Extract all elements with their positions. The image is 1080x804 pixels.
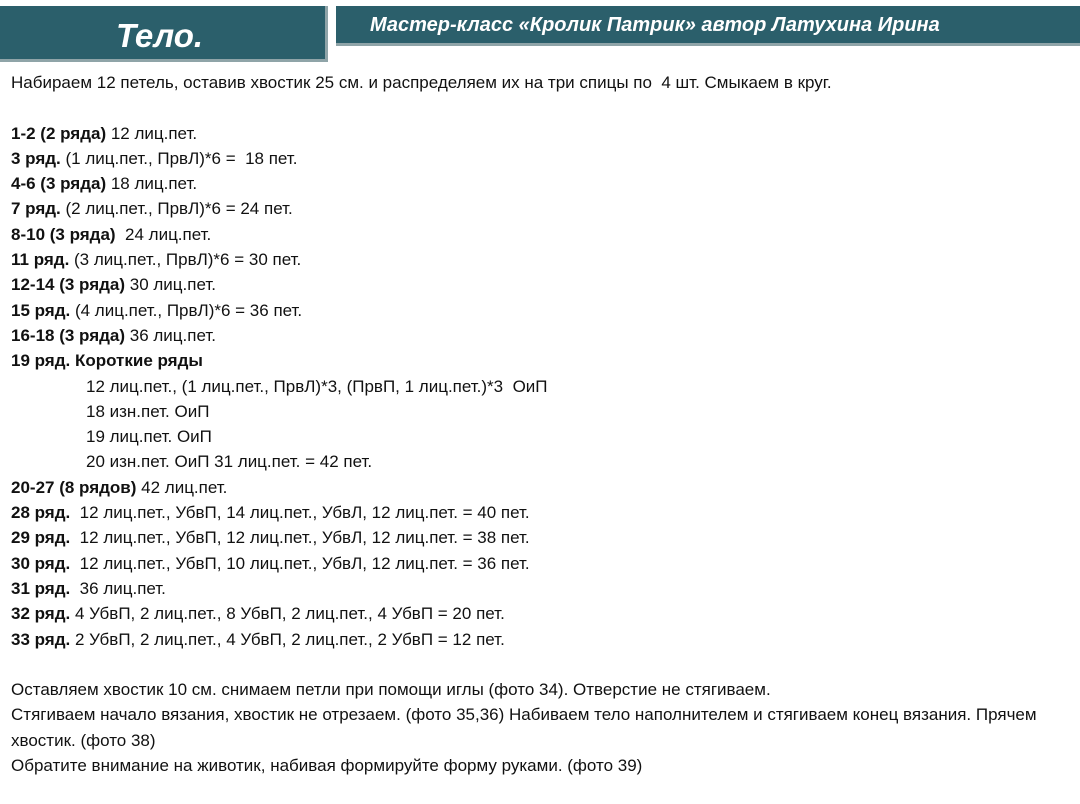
row-label: 29 ряд. xyxy=(11,528,71,548)
row-instruction xyxy=(11,348,1073,373)
header-banner xyxy=(336,6,1080,46)
row-instruction xyxy=(11,500,1073,525)
row-label: 19 ряд. Короткие ряды xyxy=(11,351,203,371)
row-text: 18 лиц.пет. xyxy=(106,174,198,194)
row-label: 15 ряд. xyxy=(11,300,71,320)
row-label: 20-27 (8 рядов) xyxy=(11,477,137,497)
row-instruction xyxy=(11,298,1073,323)
row-instruction xyxy=(11,576,1073,601)
intro-text: Набираем 12 петель, оставив хвостик 25 см. и распределяем их на три спицы по 4 шт. Смыкаем в круг. xyxy=(11,73,832,92)
row-label: 32 ряд. xyxy=(11,604,71,624)
row-label: 28 ряд. xyxy=(11,503,71,523)
row-text: (4 лиц.пет., ПрвЛ)*6 = 36 пет. xyxy=(70,300,303,320)
row-instruction xyxy=(11,196,1073,221)
row-instruction xyxy=(11,525,1073,550)
short-row-step: 19 лиц.пет. ОиП xyxy=(86,427,212,447)
row-text: 4 УбвП, 2 лиц.пет., 8 УбвП, 2 лиц.пет., 4 УбвП = 20 пет. xyxy=(70,604,505,624)
row-label: 7 ряд. xyxy=(11,199,61,219)
outro-paragraph: Обратите внимание на животик, набивая формируйте форму руками. (фото 39) xyxy=(11,756,643,776)
row-instruction xyxy=(11,146,1073,171)
short-row-step: 18 изн.пет. ОиП xyxy=(86,401,210,421)
row-text: 2 УбвП, 2 лиц.пет., 4 УбвП, 2 лиц.пет., 2 УбвП = 12 пет. xyxy=(70,629,505,649)
row-label: 30 ряд. xyxy=(11,553,71,573)
row-text: (2 лиц.пет., ПрвЛ)*6 = 24 пет. xyxy=(60,199,293,219)
header-title: Мастер-класс «Кролик Патрик» автор Латухина Ирина xyxy=(370,14,940,36)
row-text: 36 лиц.пет. xyxy=(125,325,216,345)
short-row-step: 12 лиц.пет., (1 лиц.пет., ПрвЛ)*3, (ПрвП, 1 лиц.пет.)*3 ОиП xyxy=(86,376,548,396)
row-text: 30 лиц.пет. xyxy=(125,275,216,295)
short-row-step: 20 изн.пет. ОиП 31 лиц.пет. = 42 пет. xyxy=(86,452,373,472)
section-title-banner xyxy=(0,6,328,62)
row-text: 12 лиц.пет., УбвП, 12 лиц.пет., УбвЛ, 12 лиц.пет. = 38 пет. xyxy=(70,528,530,548)
row-label: 12-14 (3 ряда) xyxy=(11,275,126,295)
row-label: 11 ряд. xyxy=(11,250,70,270)
row-label: 33 ряд. xyxy=(11,629,71,649)
row-instruction xyxy=(11,475,1073,500)
row-instruction xyxy=(11,222,1073,247)
row-instruction xyxy=(11,121,1073,146)
row-label: 8-10 (3 ряда) xyxy=(11,224,116,244)
row-label: 4-6 (3 ряда) xyxy=(11,174,107,194)
spacer xyxy=(11,95,1073,120)
row-text: (3 лиц.пет., ПрвЛ)*6 = 30 пет. xyxy=(69,250,302,270)
row-label: 3 ряд. xyxy=(11,148,61,168)
row-label: 1-2 (2 ряда) xyxy=(11,123,107,143)
section-title: Тело. xyxy=(116,17,204,54)
row-label: 16-18 (3 ряда) xyxy=(11,325,126,345)
row-text: 12 лиц.пет., УбвП, 14 лиц.пет., УбвЛ, 12 лиц.пет. = 40 пет. xyxy=(70,503,530,523)
row-text: 12 лиц.пет. xyxy=(106,123,198,143)
row-label: 31 ряд. xyxy=(11,578,71,598)
spacer xyxy=(11,652,1073,677)
row-text: 42 лиц.пет. xyxy=(136,477,228,497)
row-instruction xyxy=(11,551,1073,576)
row-instruction xyxy=(11,323,1073,348)
outro-paragraph: Оставляем хвостик 10 см. снимаем петли при помощи иглы (фото 34). Отверстие не стягиваем. xyxy=(11,680,771,700)
outro-paragraph: Стягиваем начало вязания, хвостик не отрезаем. (фото 35,36) Набиваем тело наполнителем и стягиваем конец вязания. Прячем хвостик. (фото 38) xyxy=(11,705,1037,750)
row-instruction xyxy=(11,601,1073,626)
row-instruction xyxy=(11,627,1073,652)
row-text: 36 лиц.пет. xyxy=(70,578,166,598)
row-text: 12 лиц.пет., УбвП, 10 лиц.пет., УбвЛ, 12 лиц.пет. = 36 пет. xyxy=(70,553,530,573)
row-text: 24 лиц.пет. xyxy=(115,224,212,244)
row-instruction xyxy=(11,171,1073,196)
instructions-body xyxy=(11,70,1073,778)
row-instruction xyxy=(11,272,1073,297)
row-text: (1 лиц.пет., ПрвЛ)*6 = 18 пет. xyxy=(60,148,298,168)
row-instruction xyxy=(11,247,1073,272)
